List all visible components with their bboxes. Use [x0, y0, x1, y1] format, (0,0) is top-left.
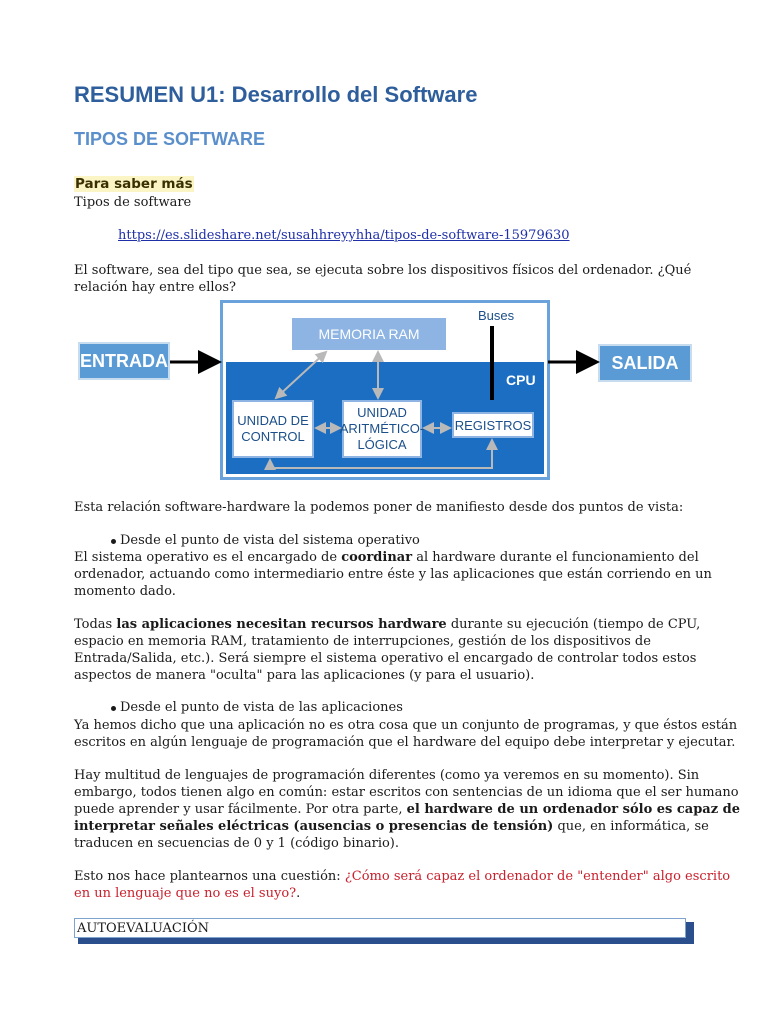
memoria-ram-box: MEMORIA RAM	[292, 318, 446, 350]
p4-line-1: Hay multitud de lenguajes de programación diferentes (como ya veremos en su momento). Sin	[74, 768, 700, 783]
p1-line-1: El sistema operativo es el encargado de coordinar al hardware durante el funcionamiento del	[74, 550, 699, 565]
registers-box: REGISTROS	[452, 412, 534, 438]
p2-line-4: aspectos de manera "oculta" para las aplicaciones (y para el usuario).	[74, 668, 535, 683]
alu-line-1: UNIDAD	[357, 405, 407, 420]
ram-uc-arrow	[276, 352, 326, 398]
alu-line-2: ARITMÉTICO-	[339, 421, 425, 436]
page-title: RESUMEN U1: Desarrollo del Software	[74, 82, 478, 107]
control-unit-line-2: CONTROL	[241, 429, 305, 444]
bullet-apps-text: Desde el punto de vista de las aplicaciones	[120, 700, 403, 715]
buses-label: Buses	[478, 308, 515, 323]
types-label: Tipos de software	[74, 195, 192, 210]
alu-line-3: LÓGICA	[357, 437, 407, 452]
bullet-dot	[111, 539, 116, 544]
p4-line-2: embargo, todos tienen algo en común: estar escritos con sentencias de un idioma que el ser humano	[74, 785, 739, 800]
p3-line-2: escritos en algún lenguaje de programación que el hardware del equipo debe interpretar y ejecutar.	[74, 735, 736, 750]
p1-line-2: ordenador, actuando como intermediario entre éste y las aplicaciones que están corriendo en un	[74, 567, 712, 582]
entrada-box: ENTRADA	[78, 342, 170, 380]
bullet-os-text: Desde el punto de vista del sistema operativo	[120, 533, 420, 548]
p4-line-4: interpretar señales eléctricas (ausencias o presencias de tensión) que, en informática, se	[74, 819, 709, 834]
p2-line-3: Entrada/Salida, etc.). Será siempre el sistema operativo el encargado de controlar todos estos	[74, 651, 697, 666]
intro-line-1: El software, sea del tipo que sea, se ejecuta sobre los dispositivos físicos del ordenador. ¿Qué	[74, 263, 692, 278]
p1-line-3: momento dado.	[74, 584, 176, 599]
p2-line-1: Todas las aplicaciones necesitan recursos hardware durante su ejecución (tiempo de CPU,	[74, 617, 701, 632]
p4-line-5: traducen en secuencias de 0 y 1 (código binario).	[74, 836, 400, 851]
p5-line-1: Esto nos hace plantearnos una cuestión: ¿Cómo será capaz el ordenador de "entender" algo escrito	[74, 869, 731, 884]
p4-line-3: puede aprender y usar fácilmente. Por otra parte, el hardware de un ordenador sólo es capaz de	[74, 802, 741, 817]
p5-line-2: en un lenguaje que no es el suyo?.	[74, 886, 301, 901]
salida-box: SALIDA	[598, 344, 692, 382]
p3-line-1: Ya hemos dicho que una aplicación no es otra cosa que un conjunto de programas, y que éstos están	[74, 718, 738, 733]
bullet-dot	[111, 706, 116, 711]
cpu-label: CPU	[506, 372, 536, 388]
control-unit-line-1: UNIDAD DE	[237, 413, 309, 428]
intro-line-2: relación hay entre ellos?	[74, 280, 236, 295]
know-more-heading: Para saber más	[75, 176, 193, 192]
uc-reg-loop	[270, 440, 492, 468]
p2-line-2: espacio en memoria RAM, tratamiento de interrupciones, gestión de los dispositivos de	[74, 634, 651, 649]
slideshare-link[interactable]: https://es.slideshare.net/susahhreyyhha/tipos-de-software-15979630	[118, 228, 570, 243]
diagram-connectors	[78, 298, 692, 480]
hardware-diagram	[78, 298, 692, 480]
section-title: TIPOS DE SOFTWARE	[74, 129, 266, 149]
relation-text: Esta relación software-hardware la podemos poner de manifiesto desde dos puntos de vista:	[74, 500, 684, 515]
autoevaluation-box[interactable]: AUTOEVALUACIÓN	[74, 918, 686, 938]
